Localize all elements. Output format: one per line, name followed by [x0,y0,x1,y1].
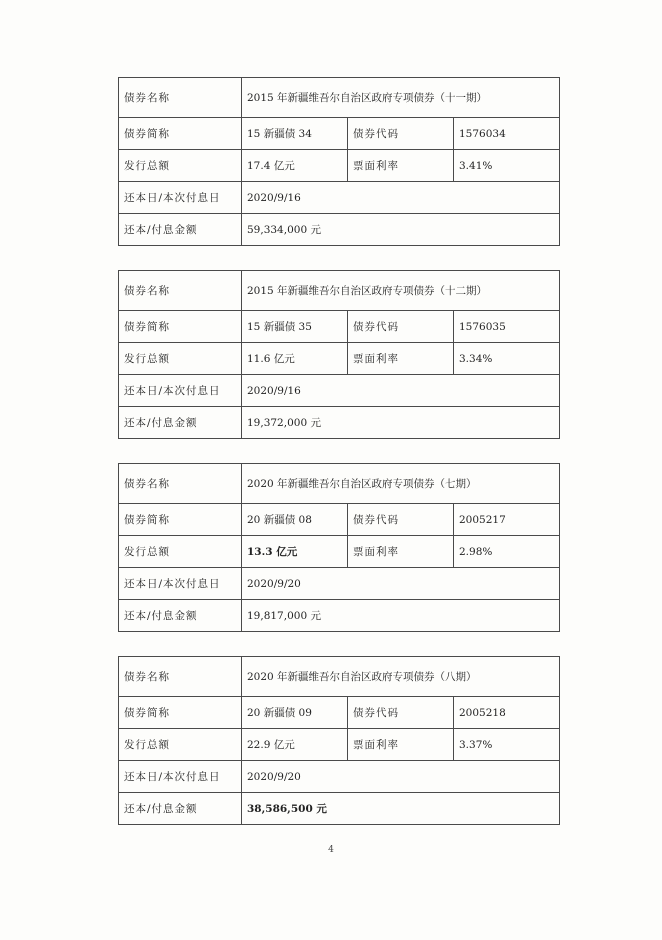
issue-amount-row [119,150,560,182]
bond-short-name-label: 债券简称 [119,697,242,729]
bond-code-label: 债券代码 [348,697,454,729]
issue-amount-label: 发行总额 [119,343,242,375]
payment-date-value: 2020/9/20 [242,568,560,600]
issue-amount-label: 发行总额 [119,729,242,761]
bond-code-label: 债券代码 [348,504,454,536]
bond-table-4 [118,656,560,825]
bond-code-value: 2005217 [454,504,560,536]
bond-name-row [119,78,560,118]
payment-date-label: 还本日/本次付息日 [119,182,242,214]
payment-date-row [119,761,560,793]
issue-amount-value: 22.9 亿元 [242,729,348,761]
bond-code-label: 债券代码 [348,118,454,150]
bond-short-name-row [119,118,560,150]
payment-date-row [119,375,560,407]
issue-amount-value: 17.4 亿元 [242,150,348,182]
bond-name-value: 2015 年新疆维吾尔自治区政府专项债券（十二期） [242,271,560,311]
payment-amount-value: 19,372,000 元 [242,407,560,439]
issue-amount-row [119,729,560,761]
payment-amount-label: 还本/付息金额 [119,214,242,246]
issue-amount-row [119,343,560,375]
issue-amount-value: 11.6 亿元 [242,343,348,375]
bond-code-value: 1576034 [454,118,560,150]
bond-name-row [119,464,560,504]
coupon-rate-value: 2.98% [454,536,560,568]
payment-amount-label: 还本/付息金额 [119,600,242,632]
bond-name-label: 债券名称 [119,657,242,697]
payment-date-value: 2020/9/16 [242,182,560,214]
payment-date-label: 还本日/本次付息日 [119,375,242,407]
payment-date-row [119,568,560,600]
coupon-rate-label: 票面利率 [348,536,454,568]
bond-name-label: 债券名称 [119,464,242,504]
payment-amount-value: 19,817,000 元 [242,600,560,632]
payment-amount-value: 38,586,500 元 [242,793,560,825]
bond-name-value: 2020 年新疆维吾尔自治区政府专项债券（七期） [242,464,560,504]
payment-date-label: 还本日/本次付息日 [119,761,242,793]
issue-amount-label: 发行总额 [119,536,242,568]
payment-amount-row [119,214,560,246]
issue-amount-value: 13.3 亿元 [242,536,348,568]
bond-code-value: 2005218 [454,697,560,729]
payment-date-value: 2020/9/20 [242,761,560,793]
bond-short-name-label: 债券简称 [119,118,242,150]
bond-name-value: 2015 年新疆维吾尔自治区政府专项债券（十一期） [242,78,560,118]
bond-short-name-value: 20 新疆债 08 [242,504,348,536]
bond-table-2 [118,270,560,439]
coupon-rate-value: 3.41% [454,150,560,182]
page-number: 4 [328,845,334,855]
coupon-rate-label: 票面利率 [348,343,454,375]
issue-amount-label: 发行总额 [119,150,242,182]
bond-code-value: 1576035 [454,311,560,343]
payment-date-label: 还本日/本次付息日 [119,568,242,600]
bond-short-name-label: 债券简称 [119,504,242,536]
coupon-rate-label: 票面利率 [348,150,454,182]
payment-amount-label: 还本/付息金额 [119,407,242,439]
bond-short-name-label: 债券简称 [119,311,242,343]
bond-short-name-value: 15 新疆债 35 [242,311,348,343]
bond-short-name-row [119,504,560,536]
bond-code-label: 债券代码 [348,311,454,343]
bond-short-name-row [119,697,560,729]
bond-name-value: 2020 年新疆维吾尔自治区政府专项债券（八期） [242,657,560,697]
coupon-rate-value: 3.37% [454,729,560,761]
payment-amount-row [119,407,560,439]
bond-name-row [119,271,560,311]
bond-name-label: 债券名称 [119,78,242,118]
payment-date-row [119,182,560,214]
bond-short-name-value: 15 新疆债 34 [242,118,348,150]
bond-name-label: 债券名称 [119,271,242,311]
payment-amount-value: 59,334,000 元 [242,214,560,246]
bond-table-3 [118,463,560,632]
payment-date-value: 2020/9/16 [242,375,560,407]
payment-amount-row [119,793,560,825]
coupon-rate-value: 3.34% [454,343,560,375]
payment-amount-row [119,600,560,632]
bond-name-row [119,657,560,697]
payment-amount-label: 还本/付息金额 [119,793,242,825]
bond-short-name-value: 20 新疆债 09 [242,697,348,729]
bond-short-name-row [119,311,560,343]
coupon-rate-label: 票面利率 [348,729,454,761]
issue-amount-row [119,536,560,568]
bond-table-1 [118,77,560,246]
